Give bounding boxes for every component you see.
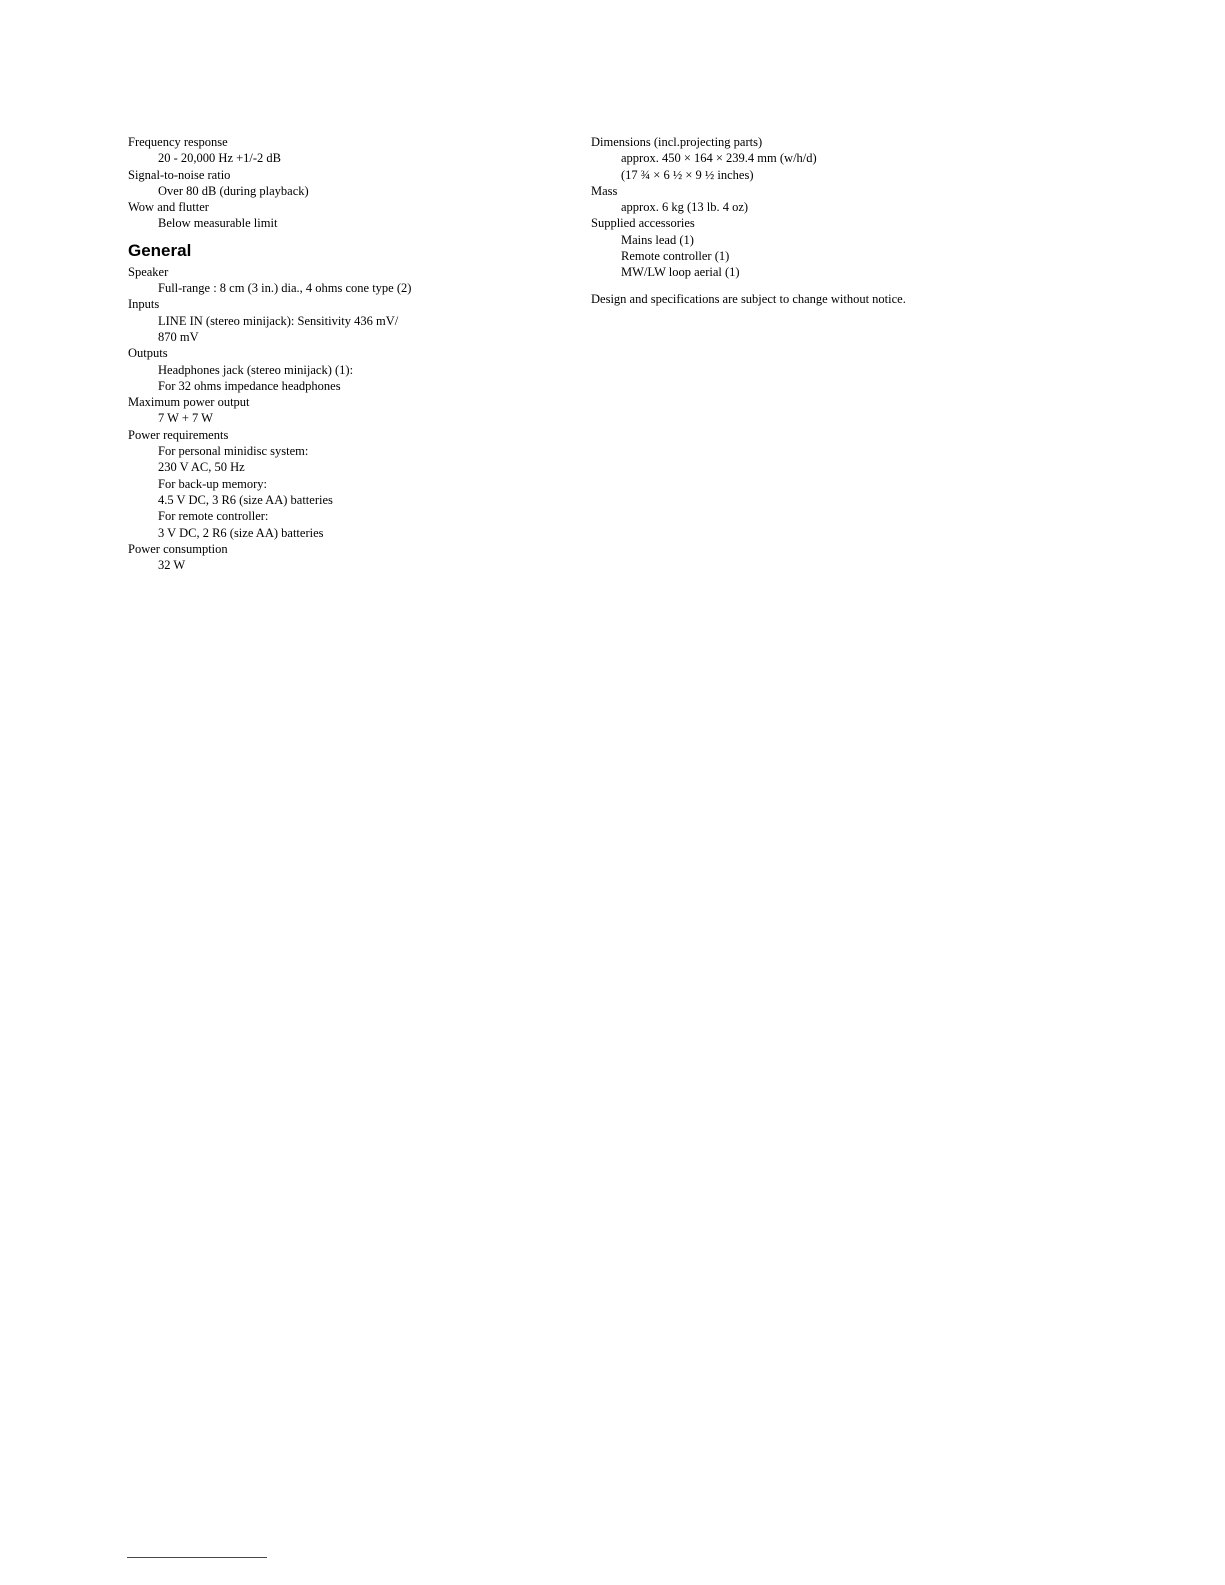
spec-value: LINE IN (stereo minijack): Sensitivity 436 mV/ [158,313,399,328]
spec-value: 20 - 20,000 Hz +1/-2 dB [158,151,282,166]
left-spec-column [128,134,548,573]
spec-name-speaker: Speaker [128,264,169,279]
spec-value: Headphones jack (stereo minijack) (1): [158,362,354,377]
spec-name-frequency-response: Frequency response [128,135,228,149]
spec-value: approx. 6 kg (13 lb. 4 oz) [621,200,749,215]
spec-value: For 32 ohms impedance headphones [158,378,341,393]
spec-name-outputs: Outputs [128,346,168,361]
spec-value: For remote controller: [158,509,269,524]
spec-value: MW/LW loop aerial (1) [621,265,740,280]
spec-name-signal-to-noise: Signal-to-noise ratio [128,167,231,182]
right-spec-column [591,134,1011,307]
spec-name-maximum-power-output: Maximum power output [128,395,250,410]
spec-value: 7 W + 7 W [158,411,213,426]
spec-name-mass: Mass [591,183,618,198]
spec-value: 4.5 V DC, 3 R6 (size AA) batteries [158,492,333,507]
spec-value: approx. 450 × 164 × 239.4 mm (w/h/d) [621,151,817,166]
spec-name-supplied-accessories: Supplied accessories [591,216,695,231]
spec-name-inputs: Inputs [128,297,160,312]
spec-name-dimensions: Dimensions (incl.projecting parts) [591,135,763,149]
design-change-notice: Design and specifications are subject to change without notice. [591,291,906,306]
spec-name-power-requirements: Power requirements [128,427,229,442]
spec-name-wow-and-flutter: Wow and flutter [128,200,209,215]
spec-value: Remote controller (1) [621,249,730,264]
spec-value: For back-up memory: [158,476,268,491]
spec-value: 3 V DC, 2 R6 (size AA) batteries [158,525,324,540]
spec-value: For personal minidisc system: [158,444,309,459]
spec-value: 32 W [158,558,186,573]
spec-value: 230 V AC, 50 Hz [158,460,245,475]
spec-name-power-consumption: Power consumption [128,541,228,556]
spec-value: Full-range : 8 cm (3 in.) dia., 4 ohms cone type (2) [158,281,412,296]
section-heading-general: General [128,240,192,260]
spec-value: Below measurable limit [158,216,278,231]
spec-value: Mains lead (1) [621,232,694,247]
spec-value: 870 mV [158,329,199,344]
footer-divider-line [127,1557,267,1558]
spec-value: (17 ¾ × 6 ½ × 9 ½ inches) [621,167,754,182]
spec-value: Over 80 dB (during playback) [158,183,309,198]
